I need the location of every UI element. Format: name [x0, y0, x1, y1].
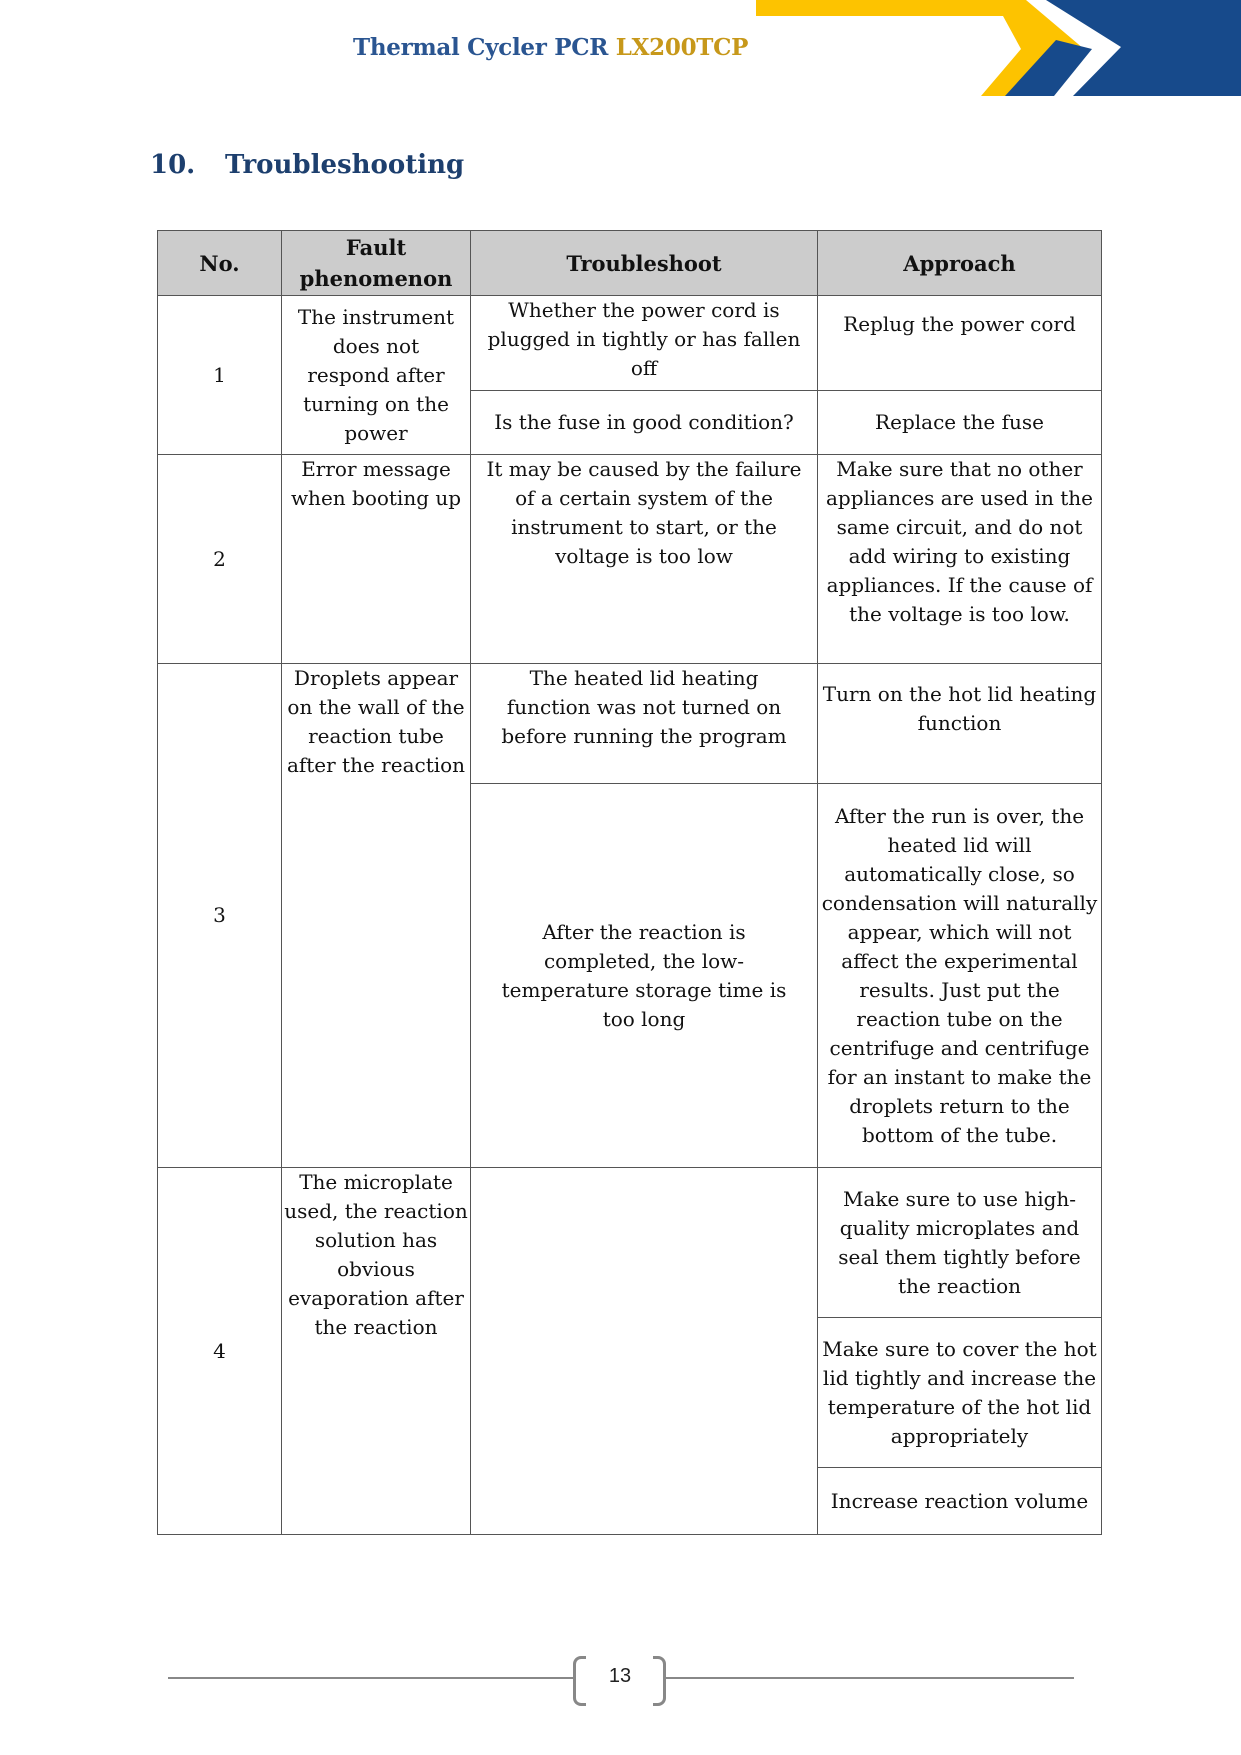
fault-phenomenon-cell: Droplets appear on the wall of the reaction tube after the reaction	[282, 664, 471, 1168]
table-header-row	[158, 231, 1102, 296]
troubleshoot-cell: After the reaction is completed, the low-temperature storage time is too long	[471, 784, 818, 1168]
header-chevron-decoration	[756, 0, 1241, 96]
document-header-title	[353, 34, 748, 61]
footer-rule-right	[666, 1677, 1074, 1679]
troubleshoot-cell: Whether the power cord is plugged in tightly or has fallen off	[471, 296, 818, 391]
column-header-troubleshoot: Troubleshoot	[471, 231, 818, 296]
row-number: 3	[158, 664, 282, 1168]
footer-rule-left	[168, 1677, 573, 1679]
header-model-name: LX200TCP	[615, 34, 749, 61]
table-row	[158, 296, 1102, 391]
header-product-name: Thermal Cycler PCR	[353, 34, 616, 61]
approach-cell: Turn on the hot lid heating function	[818, 664, 1102, 784]
table-row	[158, 1168, 1102, 1318]
fault-phenomenon-cell: Error message when booting up	[282, 455, 471, 664]
column-header-approach: Approach	[818, 231, 1102, 296]
troubleshoot-cell: The heated lid heating function was not turned on before running the program	[471, 664, 818, 784]
table-row	[158, 664, 1102, 784]
column-header-fault: Fault phenomenon	[282, 231, 471, 296]
row-number: 4	[158, 1168, 282, 1535]
troubleshoot-cell: Is the fuse in good condition?	[471, 391, 818, 455]
fault-phenomenon-cell: The microplate used, the reaction solution has obvious evaporation after the reaction	[282, 1168, 471, 1535]
page-number: 13	[608, 1665, 632, 1687]
approach-cell: After the run is over, the heated lid will automatically close, so condensation will naturally appear, which will not affect the experimental results. Just put the reaction tube on the centrifuge and centrifuge for an instant to make the droplets return to the bottom of the tube.	[818, 784, 1102, 1168]
section-heading	[150, 150, 464, 180]
column-header-no: No.	[158, 231, 282, 296]
row-number: 1	[158, 296, 282, 455]
troubleshoot-cell: It may be caused by the failure of a certain system of the instrument to start, or the voltage is too low	[471, 455, 818, 664]
footer-bracket-right	[653, 1656, 666, 1706]
table-row	[158, 455, 1102, 664]
footer-bracket-left	[573, 1656, 586, 1706]
row-number: 2	[158, 455, 282, 664]
approach-cell: Replace the fuse	[818, 391, 1102, 455]
section-title: Troubleshooting	[225, 150, 465, 180]
approach-cell: Replug the power cord	[818, 296, 1102, 391]
fault-phenomenon-cell: The instrument does not respond after turning on the power	[282, 296, 471, 455]
troubleshooting-table	[157, 230, 1102, 1535]
approach-cell: Make sure to use high-quality microplates and seal them tightly before the reaction	[818, 1168, 1102, 1318]
approach-cell: Make sure to cover the hot lid tightly and increase the temperature of the hot lid appropriately	[818, 1318, 1102, 1468]
approach-cell: Increase reaction volume	[818, 1468, 1102, 1535]
section-number: 10.	[150, 150, 196, 180]
troubleshoot-cell	[471, 1168, 818, 1535]
approach-cell: Make sure that no other appliances are used in the same circuit, and do not add wiring to existing appliances. If the cause of the voltage is too low.	[818, 455, 1102, 664]
